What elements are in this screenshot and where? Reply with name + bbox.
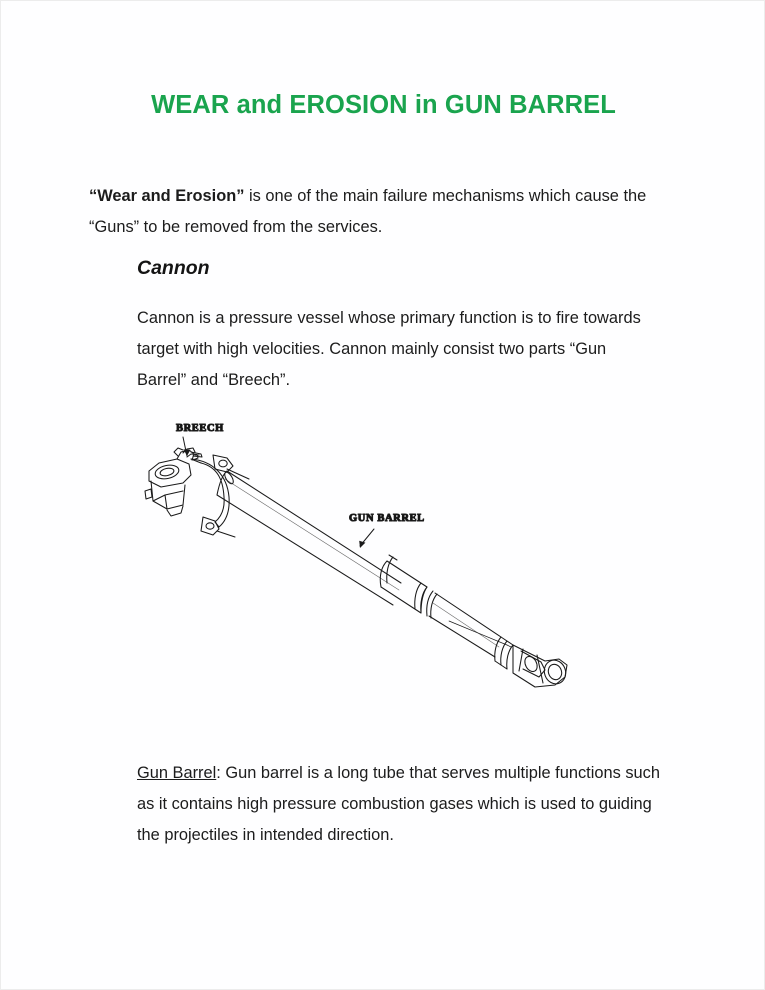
muzzle-fork bbox=[513, 645, 569, 687]
page-title: WEAR and EROSION in GUN BARREL bbox=[151, 91, 616, 119]
muzzle-collar bbox=[495, 637, 513, 669]
gun-barrel-paragraph-rest: : Gun barrel is a long tube that serves multiple functions such as it contains high pressure combustion gases which is used to guiding the projectiles in intended direction. bbox=[137, 764, 660, 844]
gun-barrel-paragraph bbox=[137, 758, 662, 851]
intro-paragraph-rest: is one of the main failure mechanisms which cause the “Guns” to be removed from the services. bbox=[89, 187, 647, 236]
cannon-paragraph: Cannon is a pressure vessel whose primary function is to fire towards target with high velocities. Cannon mainly consist two parts “Gun Barrel” and “Breech”. bbox=[137, 309, 641, 389]
gun-barrel-tube bbox=[217, 471, 401, 605]
figure-label-breech: BREECH bbox=[176, 423, 224, 434]
section-heading-cannon: Cannon bbox=[137, 257, 210, 279]
intro-paragraph bbox=[89, 181, 681, 243]
gun-barrel-term: Gun Barrel bbox=[137, 764, 217, 782]
barrel-mid-collar bbox=[380, 555, 437, 618]
cannon-assembly-diagram bbox=[131, 409, 591, 699]
figure-label-gun-barrel: GUN BARREL bbox=[349, 513, 425, 524]
intro-bold-lead: “Wear and Erosion” bbox=[89, 187, 245, 205]
barrel-forward-section bbox=[429, 593, 511, 657]
gun-barrel-leader-arrowhead bbox=[359, 541, 365, 548]
cannon-figure bbox=[131, 409, 591, 699]
breech-assembly bbox=[145, 448, 249, 537]
